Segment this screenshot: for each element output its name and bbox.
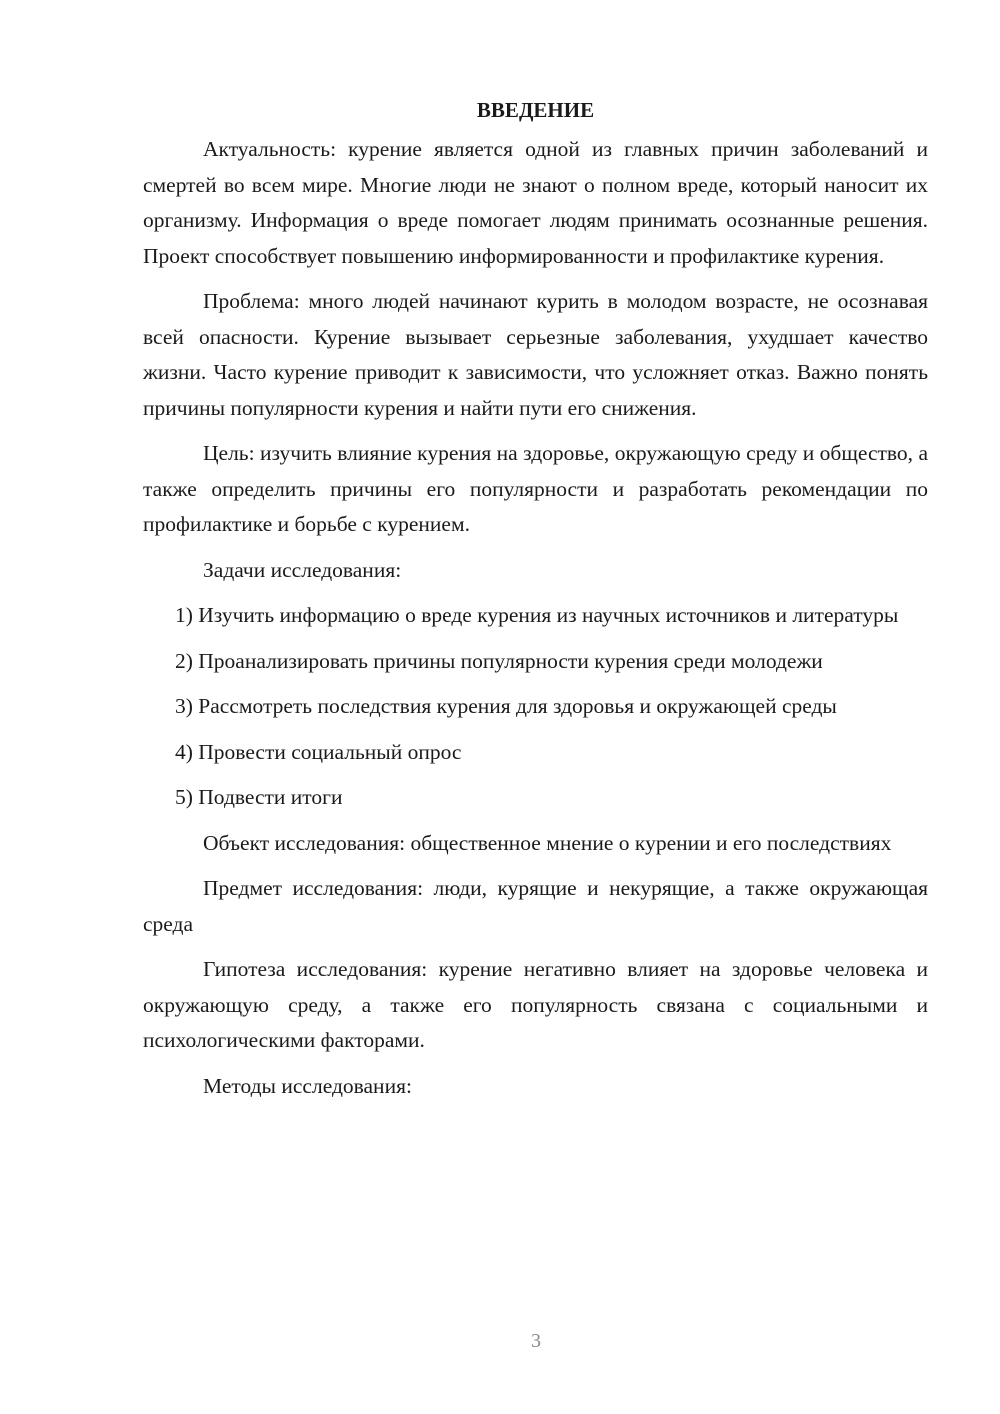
page-title: ВВЕДЕНИЕ bbox=[476, 98, 595, 122]
methods-heading: Методы исследования: bbox=[203, 1073, 412, 1098]
subject-paragraph: Предмет исследования: люди, курящие и некурящие, а также окружающая среда bbox=[143, 876, 928, 936]
task-item-3: 3) Рассмотреть последствия курения для здоровья и окружающей среды bbox=[175, 694, 837, 718]
problem-paragraph: Проблема: много людей начинают курить в молодом возрасте, не осознавая всей опасности. Курение вызывает серьезные заболевания, ухудшает качество жизни. Часто курение приводит к зависимости, что усложняет отказ. Важно понять причины популярности курения и найти пути его снижения. bbox=[143, 289, 928, 420]
task-item-5: 5) Подвести итоги bbox=[175, 785, 343, 809]
goal-paragraph: Цель: изучить влияние курения на здоровье, окружающую среду и общество, а также определить причины его популярности и разработать рекомендации по профилактике и борьбе с курением. bbox=[143, 441, 928, 536]
page-number: 3 bbox=[531, 1330, 541, 1352]
task-item-4: 4) Провести социальный опрос bbox=[175, 739, 462, 764]
tasks-heading: Задачи исследования: bbox=[203, 557, 402, 582]
relevance-paragraph: Актуальность: курение является одной из главных причин заболеваний и смертей во всем мире. Многие люди не знают о полном вреде, который наносит их организму. Информация о вреде помогает людям принимать осознанные решения. Проект способствует повышению информированности и профилактике курения. bbox=[143, 137, 928, 268]
page-content bbox=[143, 92, 928, 1114]
task-item-1: 1) Изучить информацию о вреде курения из научных источников и литературы bbox=[175, 603, 899, 627]
hypothesis-paragraph: Гипотеза исследования: курение негативно влияет на здоровье человека и окружающую среду, а также его популярность связана с социальными и психологическими факторами. bbox=[143, 957, 928, 1052]
object-paragraph: Объект исследования: общественное мнение о курении и его последствиях bbox=[203, 830, 892, 855]
task-item-2: 2) Проанализировать причины популярности курения среди молодежи bbox=[175, 648, 823, 673]
